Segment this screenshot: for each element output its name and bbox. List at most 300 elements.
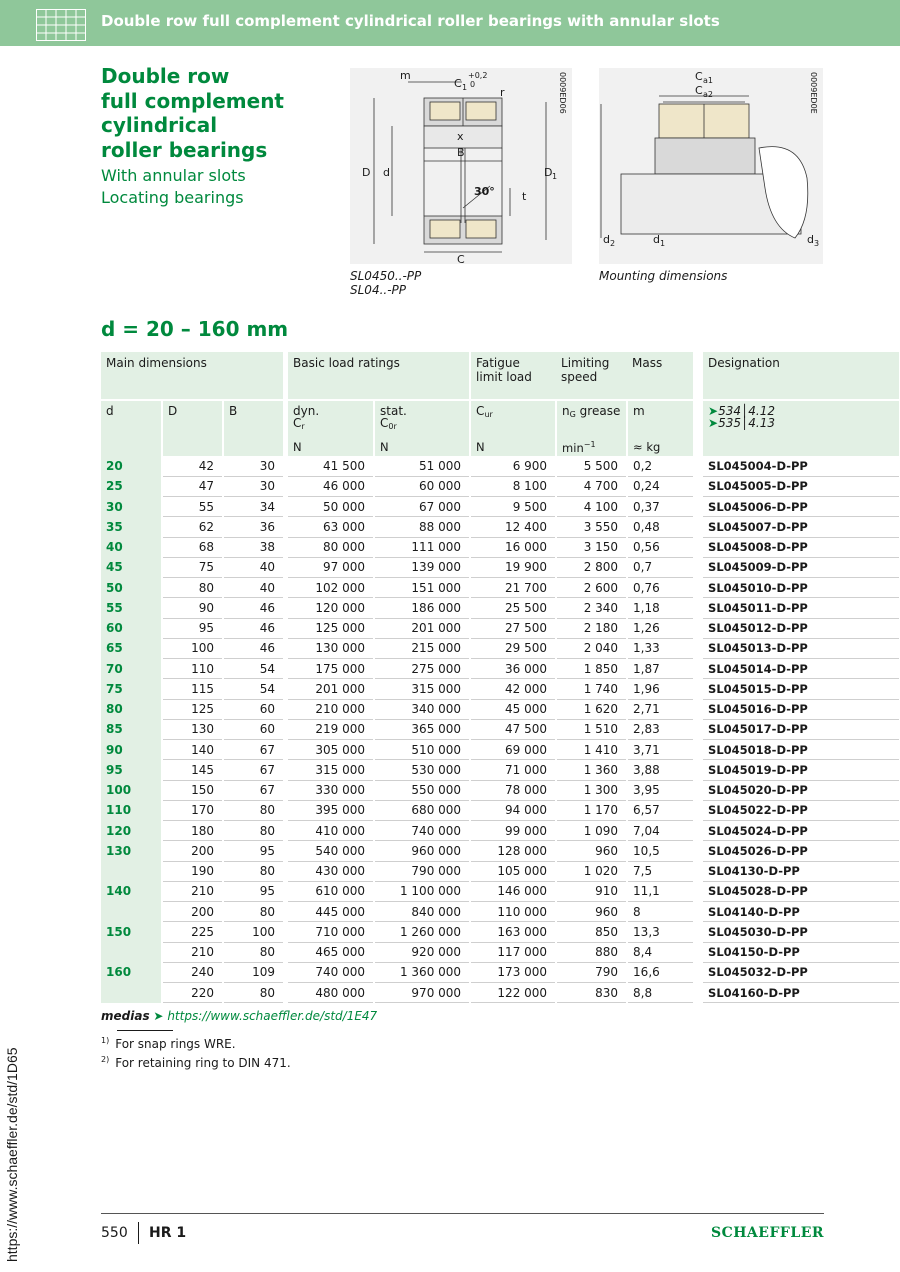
heading-sub: With annular slots: [101, 166, 246, 185]
arrow-icon: ➤: [708, 404, 719, 418]
mounting-drawing: [599, 68, 823, 264]
label-c1-sub: 1: [462, 83, 468, 92]
cell-cr: 610 000: [288, 881, 374, 901]
table-row: [101, 760, 899, 780]
cell-m: 8: [627, 902, 693, 922]
cell-cur: 8 100: [470, 476, 556, 496]
catalog-name: HR 1: [149, 1225, 187, 1241]
cell-ng: 3 150: [556, 537, 627, 557]
cell-d: 100: [101, 780, 162, 800]
table-row: [101, 517, 899, 537]
cell-desig: SL045017-D-PP: [703, 719, 899, 739]
cell-desig: SL045009-D-PP: [703, 557, 899, 577]
heading-sub: Locating bearings: [101, 188, 244, 207]
ref-link[interactable]: 535: [718, 416, 742, 430]
cell-cur: 16 000: [470, 537, 556, 557]
cell-desig: SL045008-D-PP: [703, 537, 899, 557]
cell-cr: 210 000: [288, 699, 374, 719]
caption-line: SL0450..-PP: [350, 269, 422, 283]
cell-cur: 12 400: [470, 517, 556, 537]
cell-cr: 63 000: [288, 517, 374, 537]
cell-d: 140: [101, 881, 162, 901]
cell-c0r: 790 000: [374, 861, 470, 881]
cell-c0r: 970 000: [374, 983, 470, 1003]
cell-ng: 5 500: [556, 456, 627, 476]
cell-ng: 960: [556, 841, 627, 861]
cell-m: 3,88: [627, 760, 693, 780]
cell-d: 60: [101, 618, 162, 638]
table-row: [101, 699, 899, 719]
footnote: $^{2)}$ For retaining ring to DIN 471.: [101, 1055, 291, 1070]
cell-D: 55: [162, 497, 223, 517]
cell-ng: 2 180: [556, 618, 627, 638]
bearing-drawing: [350, 68, 572, 264]
header-title: Double row full complement cylindrical roller bearings with annular slots: [101, 12, 720, 30]
table-header-columns: [101, 400, 899, 440]
cell-D: 140: [162, 740, 223, 760]
col-B: B: [223, 400, 283, 440]
cell-D: 90: [162, 598, 223, 618]
cell-d: 110: [101, 800, 162, 820]
cell-c0r: 840 000: [374, 902, 470, 922]
cell-ng: 1 360: [556, 760, 627, 780]
medias-label: medias: [101, 1009, 150, 1023]
cell-B: 30: [223, 476, 283, 496]
cell-cr: 540 000: [288, 841, 374, 861]
cell-cur: 122 000: [470, 983, 556, 1003]
cell-m: 0,2: [627, 456, 693, 476]
cell-d: 150: [101, 922, 162, 942]
cell-ng: 1 510: [556, 719, 627, 739]
cell-m: 2,83: [627, 719, 693, 739]
cell-B: 80: [223, 902, 283, 922]
label-tol-zero: 0: [470, 80, 476, 89]
cell-desig: SL045024-D-PP: [703, 821, 899, 841]
range-heading: d = 20 – 160 mm: [101, 317, 289, 341]
cell-c0r: 1 100 000: [374, 881, 470, 901]
cell-c0r: 139 000: [374, 557, 470, 577]
col-dyn: dyn. Cr: [288, 400, 374, 440]
bearing-table: [101, 352, 899, 1003]
cell-cr: 465 000: [288, 942, 374, 962]
label-t: t: [522, 190, 527, 203]
cell-desig: SL045014-D-PP: [703, 659, 899, 679]
cell-B: 36: [223, 517, 283, 537]
cell-D: 110: [162, 659, 223, 679]
cell-d: 45: [101, 557, 162, 577]
table-row: [101, 598, 899, 618]
cell-m: 6,57: [627, 800, 693, 820]
table-row: [101, 679, 899, 699]
cell-D: 210: [162, 881, 223, 901]
cell-B: 80: [223, 821, 283, 841]
table-row: [101, 740, 899, 760]
cell-cur: 19 900: [470, 557, 556, 577]
cell-desig: SL045022-D-PP: [703, 800, 899, 820]
cell-ng: 1 090: [556, 821, 627, 841]
cell-desig: SL045012-D-PP: [703, 618, 899, 638]
label-angle: 30°: [474, 185, 495, 198]
cell-m: 1,33: [627, 638, 693, 658]
cell-ng: 850: [556, 922, 627, 942]
table-row: [101, 942, 899, 962]
label-ca1-sub: a1: [703, 76, 713, 85]
table-row: [101, 537, 899, 557]
footer-divider: [101, 1213, 824, 1214]
cell-B: 46: [223, 618, 283, 638]
cell-desig: SL045005-D-PP: [703, 476, 899, 496]
col-d: d: [101, 400, 162, 440]
cell-cr: 430 000: [288, 861, 374, 881]
arrow-icon: ➤: [708, 416, 719, 430]
cell-c0r: 88 000: [374, 517, 470, 537]
cell-cr: 175 000: [288, 659, 374, 679]
table-row: [101, 922, 899, 942]
cell-cur: 29 500: [470, 638, 556, 658]
label-C: C: [457, 253, 465, 264]
cell-ng: 1 300: [556, 780, 627, 800]
cell-ng: 3 550: [556, 517, 627, 537]
cell-d: 90: [101, 740, 162, 760]
cell-d: 35: [101, 517, 162, 537]
cell-D: 100: [162, 638, 223, 658]
divider: [117, 1030, 173, 1031]
cell-cr: 305 000: [288, 740, 374, 760]
cell-d: 65: [101, 638, 162, 658]
cell-desig: SL04150-D-PP: [703, 942, 899, 962]
col-ref: ➤534│4.12 ➤535│4.13: [703, 400, 899, 440]
label-d: d: [383, 166, 390, 179]
cell-m: 11,1: [627, 881, 693, 901]
cell-B: 54: [223, 659, 283, 679]
cell-cur: 47 500: [470, 719, 556, 739]
cell-cr: 125 000: [288, 618, 374, 638]
cell-D: 150: [162, 780, 223, 800]
cell-D: 62: [162, 517, 223, 537]
cell-desig: SL045028-D-PP: [703, 881, 899, 901]
cell-cur: 45 000: [470, 699, 556, 719]
brand-logo: SCHAEFFLER: [710, 1225, 824, 1241]
cell-m: 1,87: [627, 659, 693, 679]
cell-c0r: 275 000: [374, 659, 470, 679]
cell-m: 7,5: [627, 861, 693, 881]
heading-line: Double row: [101, 64, 230, 88]
cell-ng: 1 620: [556, 699, 627, 719]
cell-d: 160: [101, 962, 162, 982]
label-m: m: [400, 69, 411, 82]
cell-m: 0,48: [627, 517, 693, 537]
cell-B: 40: [223, 557, 283, 577]
cell-cur: 173 000: [470, 962, 556, 982]
ref-link[interactable]: 4.12: [748, 404, 775, 418]
cell-desig: SL045032-D-PP: [703, 962, 899, 982]
cell-d: 40: [101, 537, 162, 557]
cell-cr: 201 000: [288, 679, 374, 699]
cell-ng: 910: [556, 881, 627, 901]
cell-desig: SL045016-D-PP: [703, 699, 899, 719]
cell-m: 13,3: [627, 922, 693, 942]
cell-c0r: 201 000: [374, 618, 470, 638]
grid-icon: [36, 9, 86, 41]
cell-D: 125: [162, 699, 223, 719]
table-row: [101, 902, 899, 922]
cell-m: 0,7: [627, 557, 693, 577]
cell-ng: 880: [556, 942, 627, 962]
cell-m: 2,71: [627, 699, 693, 719]
cell-m: 8,4: [627, 942, 693, 962]
cell-d: 95: [101, 760, 162, 780]
label-r: r: [500, 86, 505, 99]
cell-m: 8,8: [627, 983, 693, 1003]
cell-cur: 128 000: [470, 841, 556, 861]
cell-cr: 445 000: [288, 902, 374, 922]
cell-D: 145: [162, 760, 223, 780]
cell-ng: 960: [556, 902, 627, 922]
label-ca1: C: [695, 70, 703, 83]
cell-cur: 6 900: [470, 456, 556, 476]
cell-B: 46: [223, 598, 283, 618]
cell-B: 80: [223, 983, 283, 1003]
cell-d: 85: [101, 719, 162, 739]
footnote: $^{1)}$ For snap rings WRE.: [101, 1036, 236, 1051]
cell-cur: 69 000: [470, 740, 556, 760]
cell-B: 80: [223, 942, 283, 962]
unit-dyn: N: [288, 440, 374, 456]
cell-ng: 1 740: [556, 679, 627, 699]
table-body: [101, 456, 899, 1003]
label-d1: d: [653, 233, 660, 246]
cell-cr: 41 500: [288, 456, 374, 476]
cell-ng: 2 040: [556, 638, 627, 658]
label-x: x: [457, 130, 464, 143]
cell-desig: SL045019-D-PP: [703, 760, 899, 780]
cell-desig: SL045010-D-PP: [703, 578, 899, 598]
cell-cr: 102 000: [288, 578, 374, 598]
cell-m: 10,5: [627, 841, 693, 861]
cell-desig: SL045015-D-PP: [703, 679, 899, 699]
table-row: [101, 659, 899, 679]
cell-desig: SL045007-D-PP: [703, 517, 899, 537]
cell-B: 54: [223, 679, 283, 699]
table-header-units: [101, 440, 899, 456]
cell-cur: 36 000: [470, 659, 556, 679]
cell-ng: 4 700: [556, 476, 627, 496]
header-bar: [0, 0, 900, 46]
col-stat: stat. C0r: [374, 400, 470, 440]
cell-D: 68: [162, 537, 223, 557]
cell-m: 7,04: [627, 821, 693, 841]
cell-ng: 1 850: [556, 659, 627, 679]
cell-cur: 146 000: [470, 881, 556, 901]
unit-speed: $\min^{-1}$: [556, 440, 627, 456]
cell-d: 25: [101, 476, 162, 496]
table-row: [101, 497, 899, 517]
cell-c0r: 67 000: [374, 497, 470, 517]
table-row: [101, 638, 899, 658]
unit-stat: N: [374, 440, 470, 456]
label-D: D: [362, 166, 371, 179]
cell-B: 38: [223, 537, 283, 557]
cell-m: 0,37: [627, 497, 693, 517]
label-d2: d: [603, 233, 610, 246]
cell-m: 0,24: [627, 476, 693, 496]
cell-B: 80: [223, 861, 283, 881]
arrow-icon: ➤: [153, 1009, 164, 1023]
cell-c0r: 510 000: [374, 740, 470, 760]
cell-cur: 71 000: [470, 760, 556, 780]
label-D1-sub: 1: [552, 172, 558, 181]
medias-link[interactable]: https://www.schaeffler.de/std/1E47: [167, 1009, 378, 1023]
cell-cur: 27 500: [470, 618, 556, 638]
cell-ng: 4 100: [556, 497, 627, 517]
cell-cur: 25 500: [470, 598, 556, 618]
cell-cr: 410 000: [288, 821, 374, 841]
cell-m: 1,96: [627, 679, 693, 699]
cell-c0r: 111 000: [374, 537, 470, 557]
cell-cur: 21 700: [470, 578, 556, 598]
cell-ng: 1 410: [556, 740, 627, 760]
cell-ng: 830: [556, 983, 627, 1003]
cell-c0r: 60 000: [374, 476, 470, 496]
cell-m: 0,76: [627, 578, 693, 598]
cell-B: 67: [223, 780, 283, 800]
cell-c0r: 1 260 000: [374, 922, 470, 942]
cell-cr: 120 000: [288, 598, 374, 618]
table-row: [101, 456, 899, 476]
cell-D: 240: [162, 962, 223, 982]
cell-desig: SL04130-D-PP: [703, 861, 899, 881]
ref-link[interactable]: 534: [718, 404, 742, 418]
table-row: [101, 476, 899, 496]
cell-D: 47: [162, 476, 223, 496]
cell-cur: 105 000: [470, 861, 556, 881]
cell-D: 130: [162, 719, 223, 739]
cell-cr: 219 000: [288, 719, 374, 739]
cell-desig: SL04140-D-PP: [703, 902, 899, 922]
table-row: [101, 800, 899, 820]
cell-cur: 110 000: [470, 902, 556, 922]
label-d3: d: [807, 233, 814, 246]
cell-D: 200: [162, 902, 223, 922]
cell-cr: 480 000: [288, 983, 374, 1003]
cell-d: 80: [101, 699, 162, 719]
cell-cr: 330 000: [288, 780, 374, 800]
cell-desig: SL045011-D-PP: [703, 598, 899, 618]
page-number: 550: [101, 1225, 128, 1241]
figure2-code: 0009ED0E: [809, 72, 818, 114]
cell-desig: SL045026-D-PP: [703, 841, 899, 861]
cell-cur: 117 000: [470, 942, 556, 962]
label-d1-sub: 1: [660, 239, 666, 248]
cell-m: 16,6: [627, 962, 693, 982]
cell-c0r: 680 000: [374, 800, 470, 820]
cell-ng: 1 020: [556, 861, 627, 881]
col-m: m: [627, 400, 693, 440]
cell-cr: 395 000: [288, 800, 374, 820]
cell-D: 95: [162, 618, 223, 638]
table-row: [101, 962, 899, 982]
cell-desig: SL045006-D-PP: [703, 497, 899, 517]
cell-m: 3,71: [627, 740, 693, 760]
cell-cur: 42 000: [470, 679, 556, 699]
cell-B: 100: [223, 922, 283, 942]
group-load: Basic load ratings: [288, 352, 470, 400]
cell-B: 67: [223, 740, 283, 760]
cell-D: 170: [162, 800, 223, 820]
label-c1: C: [454, 77, 462, 90]
group-speed: Limiting speed: [556, 352, 627, 400]
cell-d: 120: [101, 821, 162, 841]
table-row: [101, 578, 899, 598]
label-D1: D: [544, 166, 553, 179]
cell-c0r: 365 000: [374, 719, 470, 739]
figure2-caption: Mounting dimensions: [599, 269, 728, 283]
cell-D: 210: [162, 942, 223, 962]
cell-c0r: 1 360 000: [374, 962, 470, 982]
cell-c0r: 51 000: [374, 456, 470, 476]
cell-cr: 315 000: [288, 760, 374, 780]
cell-B: 95: [223, 881, 283, 901]
cell-D: 190: [162, 861, 223, 881]
cell-d: 70: [101, 659, 162, 679]
ref-link[interactable]: 4.13: [748, 416, 775, 430]
cell-d: [101, 902, 162, 922]
label-tol-plus: +0,2: [468, 71, 488, 80]
figure1-code: 0009ED06: [558, 72, 567, 114]
table-row: [101, 719, 899, 739]
label-ca2-sub: a2: [703, 90, 713, 99]
medias-line: [101, 1009, 377, 1023]
cell-cr: 97 000: [288, 557, 374, 577]
cell-c0r: 550 000: [374, 780, 470, 800]
cell-c0r: 920 000: [374, 942, 470, 962]
cell-D: 80: [162, 578, 223, 598]
cell-d: [101, 942, 162, 962]
cell-c0r: 530 000: [374, 760, 470, 780]
cell-cur: 78 000: [470, 780, 556, 800]
cell-cr: 50 000: [288, 497, 374, 517]
cell-B: 80: [223, 800, 283, 820]
group-main: Main dimensions: [101, 352, 283, 400]
heading-line: roller bearings: [101, 137, 268, 162]
cell-d: 75: [101, 679, 162, 699]
table-row: [101, 618, 899, 638]
label-ca2: C: [695, 84, 703, 97]
table-row: [101, 780, 899, 800]
cell-c0r: 960 000: [374, 841, 470, 861]
col-cur: Cur: [470, 400, 556, 440]
cell-desig: SL045004-D-PP: [703, 456, 899, 476]
table-header-groups: [101, 352, 899, 400]
table-row: [101, 861, 899, 881]
cell-d: [101, 983, 162, 1003]
cell-B: 34: [223, 497, 283, 517]
cell-d: 20: [101, 456, 162, 476]
label-d3-sub: 3: [814, 239, 820, 248]
group-fatigue: Fatigue limit load: [470, 352, 556, 400]
unit-cur: N: [470, 440, 556, 456]
cell-d: [101, 861, 162, 881]
cell-B: 30: [223, 456, 283, 476]
cell-D: 42: [162, 456, 223, 476]
cell-B: 109: [223, 962, 283, 982]
cell-c0r: 315 000: [374, 679, 470, 699]
cell-d: 130: [101, 841, 162, 861]
side-url[interactable]: https://www.schaeffler.de/std/1D65: [4, 1047, 20, 1262]
cell-D: 225: [162, 922, 223, 942]
cell-ng: 2 800: [556, 557, 627, 577]
cell-c0r: 740 000: [374, 821, 470, 841]
